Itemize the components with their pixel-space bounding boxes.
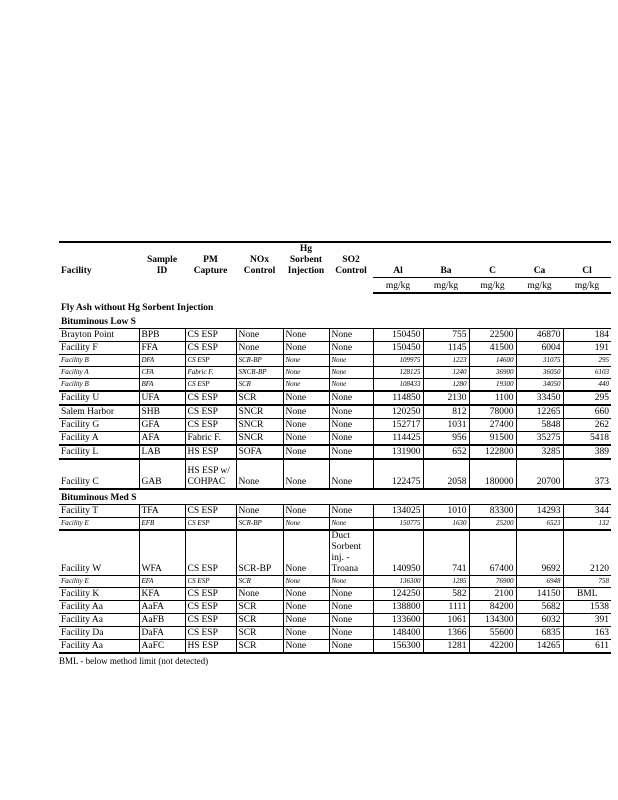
table-cell: None (283, 431, 329, 445)
table-cell: BFA (139, 378, 185, 391)
table-cell: CS ESP (185, 626, 236, 639)
col-header: Hg Sorbent Injection (287, 244, 325, 276)
table-cell: 46870 (516, 328, 563, 341)
table-cell: 6523 (516, 517, 563, 530)
table-cell: 109975 (373, 354, 423, 366)
table-cell: 114850 (373, 391, 423, 405)
table-cell: AFA (139, 431, 185, 445)
table-cell: 184 (563, 328, 611, 341)
table-cell: None (329, 431, 373, 445)
unit-label: mg/kg (563, 277, 611, 293)
table-cell: 2058 (423, 459, 469, 489)
table-cell: 131900 (373, 445, 423, 459)
table-cell: Facility T (59, 504, 139, 517)
table-cell: CS ESP (185, 504, 236, 517)
table-cell: BML (563, 587, 611, 600)
table-cell: Facility G (59, 418, 139, 431)
col-header: SO2 Control (335, 255, 367, 276)
table-cell: 373 (563, 459, 611, 489)
table-cell: None (283, 418, 329, 431)
table-cell: 12265 (516, 405, 563, 419)
table-cell: None (283, 639, 329, 653)
table-cell: CS ESP (185, 575, 236, 587)
table-cell: None (283, 600, 329, 613)
table-cell: 1145 (423, 341, 469, 354)
table-cell: 134300 (469, 613, 516, 626)
table-cell: SHB (139, 405, 185, 419)
table-cell: Duct Sorbent inj. - Troana (329, 530, 373, 576)
table-cell: 138800 (373, 600, 423, 613)
table-cell: Brayton Point (59, 328, 139, 341)
table-cell: 2100 (469, 587, 516, 600)
table-cell: 134025 (373, 504, 423, 517)
table-row (59, 530, 611, 576)
table-cell: 140950 (373, 530, 423, 576)
table-cell: SOFA (236, 445, 283, 459)
table-cell: 136300 (373, 575, 423, 587)
table-cell: SCR-BP (236, 517, 283, 530)
col-header: Ca (533, 265, 546, 276)
table-cell: None (329, 341, 373, 354)
table-cell: 1538 (563, 600, 611, 613)
table-cell: 180000 (469, 459, 516, 489)
table-cell: 150450 (373, 328, 423, 341)
unit-label: mg/kg (469, 277, 516, 293)
table-cell: SNCR (236, 431, 283, 445)
table-cell: SCR (236, 613, 283, 626)
table-cell: 1280 (423, 378, 469, 391)
table-cell: TFA (139, 504, 185, 517)
col-header: Al (393, 265, 403, 276)
table-row (59, 366, 611, 378)
table-cell: None (236, 504, 283, 517)
col-header: PM Capture (193, 255, 228, 276)
table-cell: 755 (423, 328, 469, 341)
table-cell: CS ESP (185, 600, 236, 613)
table-cell: 956 (423, 431, 469, 445)
table-row (59, 575, 611, 587)
table-cell: CS ESP (185, 517, 236, 530)
table-cell: 14150 (516, 587, 563, 600)
table-cell: GAB (139, 459, 185, 489)
table-cell: None (329, 587, 373, 600)
table-cell: SCR (236, 626, 283, 639)
table-cell: 344 (563, 504, 611, 517)
table-cell: 1031 (423, 418, 469, 431)
table-cell: 78000 (469, 405, 516, 419)
table-cell: DaFA (139, 626, 185, 639)
table-cell: None (329, 613, 373, 626)
table-cell: None (283, 575, 329, 587)
table-cell: SNCR (236, 405, 283, 419)
table-cell: 124250 (373, 587, 423, 600)
col-header: Cl (582, 265, 592, 276)
table-cell: 295 (563, 354, 611, 366)
unit-label: mg/kg (373, 277, 423, 293)
group-title: Bituminous Med S (61, 492, 137, 503)
col-header: C (489, 265, 496, 276)
table-cell: HS ESP (185, 445, 236, 459)
table-cell: CS ESP (185, 328, 236, 341)
table-cell: 6835 (516, 626, 563, 639)
table-cell: LAB (139, 445, 185, 459)
table-cell: None (329, 459, 373, 489)
table-cell: GFA (139, 418, 185, 431)
table-cell: SCR (236, 600, 283, 613)
table-cell: Facility Aa (59, 613, 139, 626)
table-cell: 391 (563, 613, 611, 626)
table-cell: 34050 (516, 378, 563, 391)
table-row (59, 504, 611, 517)
table-cell: 122475 (373, 459, 423, 489)
table-cell: 6004 (516, 341, 563, 354)
table-cell: 19300 (469, 378, 516, 391)
table-cell: CS ESP (185, 530, 236, 576)
table-cell: 3285 (516, 445, 563, 459)
table-cell: None (329, 378, 373, 391)
table-cell: None (329, 639, 373, 653)
table-cell: 108433 (373, 378, 423, 391)
table-cell: 1630 (423, 517, 469, 530)
table-cell: 14293 (516, 504, 563, 517)
table-cell: None (329, 575, 373, 587)
table-cell: None (329, 626, 373, 639)
table-cell: 389 (563, 445, 611, 459)
table-cell: None (329, 328, 373, 341)
table-cell: None (283, 354, 329, 366)
table-row (59, 328, 611, 341)
table-cell: 6103 (563, 366, 611, 378)
table-cell: 83300 (469, 504, 516, 517)
table-cell: CS ESP (185, 341, 236, 354)
table-cell: 35275 (516, 431, 563, 445)
table-cell: 148400 (373, 626, 423, 639)
table-cell: 163 (563, 626, 611, 639)
table-cell: HS ESP w/ COHPAC (185, 459, 236, 489)
table-cell: 31075 (516, 354, 563, 366)
table-cell: CS ESP (185, 587, 236, 600)
table-cell: CS ESP (185, 613, 236, 626)
unit-label: mg/kg (516, 277, 563, 293)
table-cell: 1281 (423, 639, 469, 653)
data-sheet (59, 241, 611, 666)
table-cell: Facility B (59, 378, 139, 391)
data-table (59, 241, 611, 654)
table-cell: Facility F (59, 341, 139, 354)
table-cell: 652 (423, 445, 469, 459)
table-cell: Fabric F. (185, 366, 236, 378)
table-cell: Facility Aa (59, 600, 139, 613)
table-cell: None (283, 341, 329, 354)
table-cell: 1010 (423, 504, 469, 517)
table-cell: 76900 (469, 575, 516, 587)
table-cell: Facility L (59, 445, 139, 459)
table-cell: None (329, 366, 373, 378)
section-title-row (59, 293, 611, 314)
table-cell: None (283, 378, 329, 391)
table-cell: 91500 (469, 431, 516, 445)
header-row (59, 244, 611, 277)
table-cell: UFA (139, 391, 185, 405)
table-cell: None (329, 445, 373, 459)
table-cell: None (329, 354, 373, 366)
table-row (59, 517, 611, 530)
table-cell: 660 (563, 405, 611, 419)
table-cell: 122800 (469, 445, 516, 459)
table-row (59, 341, 611, 354)
table-row (59, 445, 611, 459)
table-cell: 9692 (516, 530, 563, 576)
group-title: Bituminous Low S (61, 316, 136, 327)
table-cell: 67400 (469, 530, 516, 576)
table-cell: FFA (139, 341, 185, 354)
table-row (59, 405, 611, 419)
group-title-row (59, 314, 611, 329)
table-cell: None (283, 459, 329, 489)
table-cell: DFA (139, 354, 185, 366)
table-cell: None (283, 517, 329, 530)
table-cell: None (236, 587, 283, 600)
table-cell: 295 (563, 391, 611, 405)
section-title: Fly Ash without Hg Sorbent Injection (61, 302, 214, 313)
footnote: BML - below method limit (not detected) (59, 655, 209, 666)
table-cell: None (283, 504, 329, 517)
table-cell: None (329, 517, 373, 530)
table-row (59, 626, 611, 639)
col-header: Sample ID (146, 255, 178, 276)
table-cell: 1366 (423, 626, 469, 639)
table-cell: 25200 (469, 517, 516, 530)
table-cell: 2130 (423, 391, 469, 405)
table-cell: 128125 (373, 366, 423, 378)
table-cell: 5418 (563, 431, 611, 445)
table-cell: 812 (423, 405, 469, 419)
table-cell: None (329, 418, 373, 431)
table-cell: 22500 (469, 328, 516, 341)
table-cell: CS ESP (185, 378, 236, 391)
table-cell: None (283, 445, 329, 459)
table-cell: SCR-BP (236, 530, 283, 576)
table-cell: SCR-BP (236, 354, 283, 366)
table-cell: 5848 (516, 418, 563, 431)
table-row (59, 378, 611, 391)
table-cell: Facility A (59, 366, 139, 378)
table-cell: 1240 (423, 366, 469, 378)
table-cell: CFA (139, 366, 185, 378)
table-cell: None (283, 405, 329, 419)
table-cell: SCR (236, 391, 283, 405)
table-row (59, 418, 611, 431)
table-cell: 27400 (469, 418, 516, 431)
table-cell: 6032 (516, 613, 563, 626)
table-cell: WFA (139, 530, 185, 576)
table-cell: Facility B (59, 354, 139, 366)
table-cell: 1061 (423, 613, 469, 626)
table-row (59, 391, 611, 405)
table-cell: 2120 (563, 530, 611, 576)
table-cell: 582 (423, 587, 469, 600)
table-cell: Facility E (59, 575, 139, 587)
table-cell: None (283, 626, 329, 639)
table-cell: 152717 (373, 418, 423, 431)
table-cell: None (283, 328, 329, 341)
table-cell: 33450 (516, 391, 563, 405)
table-cell: None (329, 391, 373, 405)
table-row (59, 354, 611, 366)
table-cell: None (236, 328, 283, 341)
table-cell: Facility U (59, 391, 139, 405)
table-cell: AaFC (139, 639, 185, 653)
table-row (59, 587, 611, 600)
table-cell: SCR (236, 639, 283, 653)
table-cell: Facility A (59, 431, 139, 445)
table-cell: 1111 (423, 600, 469, 613)
table-cell: AaFA (139, 600, 185, 613)
table-cell: 84200 (469, 600, 516, 613)
table-row (59, 459, 611, 489)
table-cell: Facility C (59, 459, 139, 489)
table-row (59, 613, 611, 626)
table-cell: 120250 (373, 405, 423, 419)
col-header: NOx Control (243, 255, 276, 276)
table-cell: Facility Aa (59, 639, 139, 653)
table-cell: 741 (423, 530, 469, 576)
table-cell: KFA (139, 587, 185, 600)
table-cell: Facility W (59, 530, 139, 576)
table-cell: 132 (563, 517, 611, 530)
table-cell: Facility Da (59, 626, 139, 639)
table-cell: SCR (236, 378, 283, 391)
table-cell: 440 (563, 378, 611, 391)
table-cell: 191 (563, 341, 611, 354)
table-cell: BPB (139, 328, 185, 341)
table-cell: None (329, 405, 373, 419)
table-cell: 114425 (373, 431, 423, 445)
table-cell: None (236, 459, 283, 489)
table-cell: 36050 (516, 366, 563, 378)
table-cell: CS ESP (185, 391, 236, 405)
table-cell: 1100 (469, 391, 516, 405)
table-cell: None (283, 587, 329, 600)
table-cell: None (283, 530, 329, 576)
table-cell: 20700 (516, 459, 563, 489)
table-cell: SCR (236, 575, 283, 587)
col-header: Ba (440, 265, 452, 276)
table-cell: Facility K (59, 587, 139, 600)
table-cell: 14600 (469, 354, 516, 366)
table-cell: 156300 (373, 639, 423, 653)
table-row (59, 639, 611, 653)
table-cell: CS ESP (185, 418, 236, 431)
table-row (59, 431, 611, 445)
units-row (59, 277, 611, 293)
table-cell: 41500 (469, 341, 516, 354)
table-cell: HS ESP (185, 639, 236, 653)
table-cell: None (283, 366, 329, 378)
table-cell: 14265 (516, 639, 563, 653)
table-cell: 1223 (423, 354, 469, 366)
table-cell: 611 (563, 639, 611, 653)
table-row (59, 600, 611, 613)
table-cell: SNCR-BP (236, 366, 283, 378)
table-cell: AaFB (139, 613, 185, 626)
table-cell: CS ESP (185, 354, 236, 366)
table-cell: EFB (139, 517, 185, 530)
table-cell: 36900 (469, 366, 516, 378)
col-header: Facility (61, 266, 92, 276)
table-cell: 5682 (516, 600, 563, 613)
unit-label: mg/kg (423, 277, 469, 293)
table-cell: Fabric F. (185, 431, 236, 445)
table-cell: None (329, 600, 373, 613)
table-cell: None (236, 341, 283, 354)
table-cell: 150775 (373, 517, 423, 530)
table-cell: 262 (563, 418, 611, 431)
table-cell: Facility E (59, 517, 139, 530)
table-cell: 1285 (423, 575, 469, 587)
table-cell: None (283, 613, 329, 626)
table-cell: SNCR (236, 418, 283, 431)
table-cell: 6948 (516, 575, 563, 587)
table-cell: 55600 (469, 626, 516, 639)
table-cell: 133600 (373, 613, 423, 626)
table-cell: EFA (139, 575, 185, 587)
table-cell: 758 (563, 575, 611, 587)
group-title-row (59, 489, 611, 505)
table-cell: None (283, 391, 329, 405)
table-cell: Salem Harbor (59, 405, 139, 419)
table-cell: CS ESP (185, 405, 236, 419)
table-cell: 42200 (469, 639, 516, 653)
table-cell: 150450 (373, 341, 423, 354)
table-cell: None (329, 504, 373, 517)
